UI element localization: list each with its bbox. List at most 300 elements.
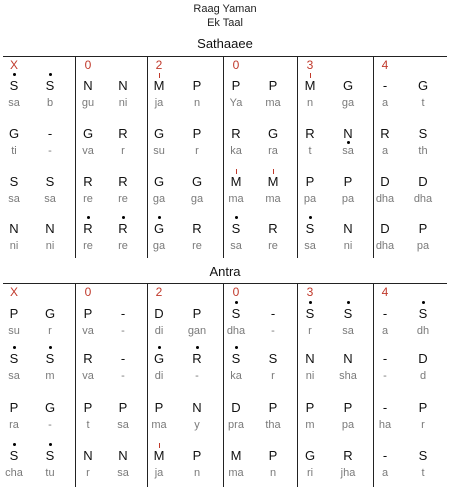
swara-text: R: [83, 174, 93, 189]
swara-text: P: [418, 221, 428, 236]
lyric-syllable: di: [154, 325, 164, 337]
lyric-syllable: tu: [45, 467, 55, 479]
bar-line: [75, 283, 76, 487]
bar-line: [373, 56, 374, 258]
swara-note: [149, 306, 169, 321]
lyric-syllable: -: [48, 419, 52, 431]
swara-note: [338, 400, 358, 415]
mandra-saptak-dot: [347, 141, 350, 144]
lyric-syllable: dha: [413, 193, 433, 205]
swara-text: N: [45, 221, 55, 236]
lyric-syllable: r: [308, 325, 312, 337]
swara-note: [78, 400, 98, 415]
bar-line: [147, 283, 148, 487]
lyric-syllable: re: [268, 240, 278, 252]
swara-note: [113, 400, 133, 415]
lyric-syllable: -: [271, 325, 275, 337]
swara-note: [149, 448, 169, 463]
swara-text: P: [83, 400, 93, 415]
lyric-syllable: ma: [265, 97, 281, 109]
swara-note: [78, 174, 98, 189]
lyric-syllable: ka: [230, 370, 242, 382]
taar-saptak-dot: [13, 346, 16, 349]
lyric-syllable: sa: [8, 193, 20, 205]
taal-title: Ek Taal: [207, 17, 243, 29]
swara-note: [4, 448, 24, 463]
lyric-syllable: d: [419, 370, 427, 382]
swara-text: G: [153, 351, 165, 366]
lyric-syllable: -: [121, 370, 125, 382]
swara-text: S: [45, 78, 55, 93]
swara-note: [113, 448, 133, 463]
swara-note: [413, 174, 433, 189]
taar-saptak-dot: [49, 346, 52, 349]
swara-text: R: [118, 126, 128, 141]
taar-saptak-dot: [347, 301, 350, 304]
lyric-syllable: sha: [339, 370, 357, 382]
tivra-mark: [310, 73, 311, 78]
swara-note: [263, 221, 283, 236]
lyric-syllable: ga: [152, 193, 166, 205]
lyric-syllable: ga: [341, 97, 355, 109]
tivra-mark: [236, 169, 237, 174]
swara-text: R: [118, 221, 128, 236]
swara-note: [113, 306, 133, 321]
swara-text: P: [268, 400, 278, 415]
lyric-syllable: t: [421, 97, 425, 109]
swara-text: G: [267, 126, 279, 141]
swara-note: [78, 448, 98, 463]
lyric-syllable: ra: [9, 419, 19, 431]
swara-note: [113, 174, 133, 189]
swara-note: [187, 78, 207, 93]
swara-note: [338, 78, 358, 93]
swara-note: [78, 126, 98, 141]
swara-note: [263, 351, 283, 366]
swara-note: [263, 78, 283, 93]
swara-text: -: [120, 306, 126, 321]
lyric-syllable: ga: [152, 240, 166, 252]
swara-text: S: [45, 174, 55, 189]
swara-text: P: [343, 174, 353, 189]
swara-note: [300, 448, 320, 463]
swara-text: S: [305, 306, 315, 321]
lyric-syllable: a: [381, 145, 389, 157]
lyric-syllable: -: [195, 370, 199, 382]
bar-line: [223, 56, 224, 258]
tivra-mark: [159, 73, 160, 78]
lyric-syllable: pra: [228, 419, 244, 431]
swara-text: G: [153, 221, 165, 236]
swara-text: S: [343, 306, 353, 321]
swara-note: [413, 78, 433, 93]
taar-saptak-dot: [13, 443, 16, 446]
swara-note: [300, 306, 320, 321]
lyric-syllable: sa: [8, 97, 20, 109]
swara-text: N: [305, 351, 315, 366]
lyric-syllable: th: [418, 145, 428, 157]
taar-saptak-dot: [49, 443, 52, 446]
swara-note: [300, 126, 320, 141]
swara-text: R: [305, 126, 315, 141]
swara-text: P: [305, 400, 315, 415]
swara-text: N: [343, 221, 353, 236]
swara-text: N: [118, 78, 128, 93]
swara-note: [226, 174, 246, 189]
swara-note: [226, 400, 246, 415]
lyric-syllable: sa: [44, 193, 56, 205]
lyric-syllable: a: [381, 325, 389, 337]
swara-note: [4, 306, 24, 321]
swara-text: -: [47, 126, 53, 141]
lyric-syllable: va: [82, 145, 94, 157]
swara-text: M: [153, 448, 165, 463]
lyric-syllable: sa: [117, 419, 129, 431]
swara-text: S: [9, 78, 19, 93]
lyric-syllable: di: [154, 370, 164, 382]
swara-text: N: [118, 448, 128, 463]
lyric-syllable: su: [8, 325, 20, 337]
taar-saptak-dot: [158, 346, 161, 349]
lyric-syllable: cha: [5, 467, 23, 479]
swara-note: [4, 78, 24, 93]
lyric-syllable: va: [82, 325, 94, 337]
lyric-syllable: ja: [154, 97, 164, 109]
lyric-syllable: ma: [228, 193, 244, 205]
swara-note: [78, 351, 98, 366]
taar-saptak-dot: [49, 73, 52, 76]
swara-note: [226, 306, 246, 321]
swara-text: -: [382, 400, 388, 415]
swara-note: [40, 400, 60, 415]
swara-text: S: [231, 351, 241, 366]
swara-note: [413, 448, 433, 463]
swara-note: [375, 126, 395, 141]
swara-text: R: [83, 351, 93, 366]
swara-note: [338, 126, 358, 141]
swara-text: S: [9, 448, 19, 463]
swara-text: -: [120, 351, 126, 366]
lyric-syllable: tha: [265, 419, 281, 431]
swara-text: R: [118, 174, 128, 189]
swara-text: S: [268, 351, 278, 366]
swara-note: [226, 351, 246, 366]
swara-text: G: [304, 448, 316, 463]
lyric-syllable: jha: [340, 467, 356, 479]
lyric-syllable: Ya: [229, 97, 243, 109]
swara-text: G: [153, 174, 165, 189]
taar-saptak-dot: [158, 216, 161, 219]
swara-text: -: [382, 78, 388, 93]
swara-note: [338, 306, 358, 321]
lyric-syllable: gan: [187, 325, 207, 337]
swara-note: [4, 221, 24, 236]
lyric-syllable: r: [48, 325, 52, 337]
lyric-syllable: t: [308, 145, 312, 157]
lyric-syllable: ga: [190, 193, 204, 205]
taal-marker: X: [9, 58, 18, 72]
lyric-syllable: re: [83, 193, 93, 205]
swara-note: [375, 78, 395, 93]
swara-text: S: [418, 448, 428, 463]
swara-note: [40, 351, 60, 366]
swara-note: [300, 400, 320, 415]
swara-note: [40, 78, 60, 93]
swara-text: P: [231, 78, 241, 93]
swara-note: [4, 400, 24, 415]
lyric-syllable: n: [269, 467, 277, 479]
swara-text: N: [83, 448, 93, 463]
swara-note: [78, 306, 98, 321]
swara-text: P: [118, 400, 128, 415]
swara-text: G: [44, 306, 56, 321]
swara-note: [413, 221, 433, 236]
swara-note: [263, 174, 283, 189]
swara-text: D: [380, 221, 390, 236]
swara-text: P: [305, 174, 315, 189]
lyric-syllable: sa: [8, 370, 20, 382]
swara-text: S: [418, 306, 428, 321]
swara-note: [300, 351, 320, 366]
swara-note: [149, 78, 169, 93]
swara-note: [263, 306, 283, 321]
swara-text: M: [153, 78, 165, 93]
swara-text: S: [418, 126, 428, 141]
swara-text: G: [44, 400, 56, 415]
lyric-syllable: ni: [343, 240, 353, 252]
bar-line: [223, 283, 224, 487]
swara-text: G: [153, 126, 165, 141]
bar-line: [147, 56, 148, 258]
swara-note: [413, 400, 433, 415]
swara-text: S: [9, 174, 19, 189]
lyric-syllable: sa: [342, 145, 354, 157]
swara-note: [40, 174, 60, 189]
taar-saptak-dot: [235, 301, 238, 304]
lyric-syllable: ja: [154, 467, 164, 479]
lyric-syllable: ha: [378, 419, 392, 431]
lyric-syllable: ni: [9, 240, 19, 252]
lyric-syllable: su: [153, 145, 165, 157]
swara-text: P: [418, 400, 428, 415]
lyric-syllable: pa: [341, 419, 355, 431]
swara-text: N: [83, 78, 93, 93]
lyric-syllable: r: [86, 467, 90, 479]
swara-note: [40, 448, 60, 463]
lyric-syllable: ri: [306, 467, 314, 479]
swara-text: D: [154, 306, 164, 321]
swara-note: [226, 78, 246, 93]
lyric-syllable: m: [45, 370, 55, 382]
taal-marker: 3: [306, 58, 314, 72]
lyric-syllable: dha: [375, 240, 395, 252]
taar-saptak-dot: [235, 216, 238, 219]
swara-text: P: [83, 306, 93, 321]
lyric-syllable: t: [421, 467, 425, 479]
swara-text: M: [230, 174, 242, 189]
taal-marker: 2: [155, 58, 163, 72]
swara-text: D: [418, 351, 428, 366]
swara-note: [375, 306, 395, 321]
swara-note: [40, 221, 60, 236]
swara-text: D: [231, 400, 241, 415]
swara-text: R: [380, 126, 390, 141]
lyric-syllable: dha: [226, 325, 246, 337]
swara-note: [149, 351, 169, 366]
swara-note: [226, 448, 246, 463]
taal-marker: 0: [84, 285, 92, 299]
lyric-syllable: re: [118, 193, 128, 205]
swara-note: [187, 448, 207, 463]
lyric-syllable: n: [193, 97, 201, 109]
swara-note: [187, 221, 207, 236]
lyric-syllable: ni: [305, 370, 315, 382]
bar-line: [75, 56, 76, 258]
swara-text: R: [83, 221, 93, 236]
tivra-mark: [273, 169, 274, 174]
taal-marker: X: [9, 285, 18, 299]
lyric-syllable: pa: [303, 193, 317, 205]
swara-text: S: [45, 351, 55, 366]
swara-text: R: [343, 448, 353, 463]
lyric-syllable: ka: [230, 145, 242, 157]
swara-text: G: [8, 126, 20, 141]
swara-note: [187, 174, 207, 189]
swara-text: R: [192, 221, 202, 236]
swara-text: S: [305, 221, 315, 236]
taal-marker: 4: [381, 58, 389, 72]
swara-text: S: [45, 448, 55, 463]
lyric-syllable: pa: [416, 240, 430, 252]
swara-text: R: [192, 351, 202, 366]
lyric-syllable: a: [381, 467, 389, 479]
swara-note: [187, 351, 207, 366]
lyric-syllable: pa: [341, 193, 355, 205]
swara-note: [375, 351, 395, 366]
lyric-syllable: r: [195, 145, 199, 157]
swara-note: [300, 174, 320, 189]
lyric-syllable: dh: [416, 325, 430, 337]
bar-line: [297, 283, 298, 487]
lyric-syllable: r: [271, 370, 275, 382]
swara-text: -: [382, 306, 388, 321]
swara-note: [149, 174, 169, 189]
lyric-syllable: r: [421, 419, 425, 431]
lyric-syllable: re: [83, 240, 93, 252]
swara-note: [187, 306, 207, 321]
lyric-syllable: r: [121, 145, 125, 157]
swara-note: [113, 126, 133, 141]
swara-note: [78, 221, 98, 236]
swara-note: [375, 400, 395, 415]
swara-note: [413, 351, 433, 366]
swara-note: [338, 448, 358, 463]
lyric-syllable: ti: [11, 145, 17, 157]
swara-text: P: [192, 306, 202, 321]
swara-note: [113, 351, 133, 366]
swara-text: S: [231, 221, 241, 236]
swara-text: S: [231, 306, 241, 321]
swara-text: -: [382, 351, 388, 366]
lyric-syllable: ma: [265, 193, 281, 205]
swara-note: [375, 221, 395, 236]
swara-text: M: [304, 78, 316, 93]
taal-marker: 3: [306, 285, 314, 299]
swara-note: [113, 78, 133, 93]
swara-note: [187, 126, 207, 141]
taar-saptak-dot: [122, 216, 125, 219]
lyric-syllable: m: [305, 419, 315, 431]
taal-marker: 0: [232, 58, 240, 72]
swara-text: P: [343, 400, 353, 415]
taar-saptak-dot: [196, 346, 199, 349]
bar-line: [297, 56, 298, 258]
taal-marker: 0: [232, 285, 240, 299]
swara-note: [300, 78, 320, 93]
lyric-syllable: ma: [228, 467, 244, 479]
taar-saptak-dot: [309, 216, 312, 219]
swara-text: N: [343, 351, 353, 366]
swara-text: R: [268, 221, 278, 236]
lyric-syllable: n: [306, 97, 314, 109]
swara-text: G: [191, 174, 203, 189]
taal-marker: 0: [84, 58, 92, 72]
swara-note: [78, 78, 98, 93]
swara-text: -: [270, 306, 276, 321]
swara-text: P: [154, 400, 164, 415]
lyric-syllable: t: [86, 419, 90, 431]
lyric-syllable: sa: [230, 240, 242, 252]
section-title: Antra: [209, 264, 241, 279]
swara-note: [263, 400, 283, 415]
swara-note: [149, 400, 169, 415]
swara-note: [226, 221, 246, 236]
swara-text: D: [380, 174, 390, 189]
swara-note: [300, 221, 320, 236]
swara-text: G: [417, 78, 429, 93]
swara-text: P: [192, 78, 202, 93]
lyric-syllable: ra: [268, 145, 278, 157]
swara-text: R: [231, 126, 241, 141]
taar-saptak-dot: [87, 216, 90, 219]
swara-note: [4, 126, 24, 141]
swara-note: [40, 126, 60, 141]
swara-note: [113, 221, 133, 236]
swara-note: [338, 351, 358, 366]
swara-text: N: [9, 221, 19, 236]
taal-marker: 2: [155, 285, 163, 299]
taar-saptak-dot: [309, 301, 312, 304]
raag-title: Raag Yaman: [193, 3, 257, 15]
swara-note: [263, 448, 283, 463]
lyric-syllable: ni: [45, 240, 55, 252]
tivra-mark: [159, 443, 160, 448]
section-top-rule: [3, 283, 447, 284]
swara-text: P: [9, 306, 19, 321]
section-title: Sathaaee: [197, 36, 253, 51]
swara-text: M: [267, 174, 279, 189]
taar-saptak-dot: [422, 301, 425, 304]
lyric-syllable: sa: [342, 325, 354, 337]
lyric-syllable: re: [192, 240, 202, 252]
swara-text: P: [9, 400, 19, 415]
swara-text: D: [418, 174, 428, 189]
lyric-syllable: -: [383, 370, 387, 382]
lyric-syllable: ma: [151, 419, 167, 431]
lyric-syllable: a: [381, 97, 389, 109]
swara-note: [338, 221, 358, 236]
swara-text: P: [192, 126, 202, 141]
